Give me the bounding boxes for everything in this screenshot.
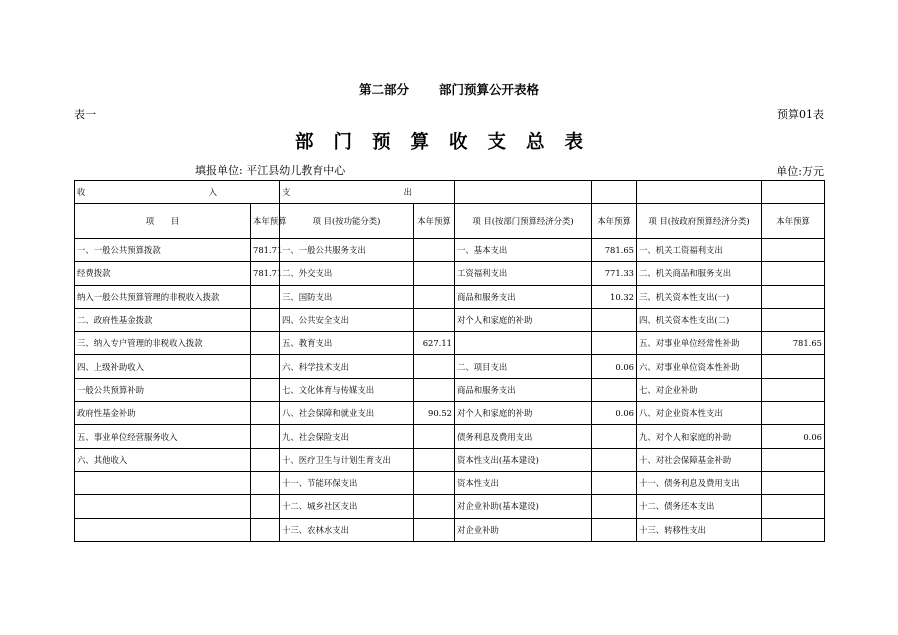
col-gov-econ: 项 目(按政府预算经济分类) (637, 204, 762, 239)
table-row: 十一、节能环保支出 资本性支出 十一、债务利息及费用支出 (75, 471, 825, 494)
expense-header: 支 出 (280, 181, 455, 204)
currency-unit: 单位:万元 (776, 165, 824, 178)
table-row: 五、事业单位经营服务收入 九、社会保险支出 债务利息及费用支出 九、对个人和家庭的补助 0.06 (75, 425, 825, 448)
table-row: 四、上级补助收入 六、科学技术支出 二、项目支出 0.06 六、对事业单位资本性补助 (75, 355, 825, 378)
table-row: 一般公共预算补助 七、文化体育与传媒支出 商品和服务支出 七、对企业补助 (75, 378, 825, 401)
col-amount-gov: 本年预算 (762, 204, 825, 239)
part-label: 第二部分 (358, 82, 409, 97)
col-amount-income: 本年预算 (251, 204, 280, 239)
table-row: 政府性基金补助 八、社会保障和就业支出 90.52 对个人和家庭的补助 0.06 八、对企业资本性支出 (75, 402, 825, 425)
col-amount-func: 本年预算 (414, 204, 455, 239)
table-row: 十三、农林水支出 对企业补助 十三、转移性支出 (75, 518, 825, 541)
filler-unit: 填报单位: 平江县幼儿教育中心 (195, 164, 346, 177)
section-label: 部门预算公开表格 (439, 82, 540, 97)
table-row: 六、其他收入 十、医疗卫生与计划生育支出 资本性支出(基本建设) 十、对社会保障基金补助 (75, 448, 825, 471)
col-amount-dept: 本年预算 (592, 204, 637, 239)
page-title: 部门预算收支总表 (294, 132, 603, 153)
table-header-row (75, 181, 825, 204)
table-row: 经费拨款 781.71 二、外交支出 工资福利支出 771.33 二、机关商品和服务支出 (75, 262, 825, 285)
table-row: 三、纳入专户管理的非税收入拨款 五、教育支出 627.11 五、对事业单位经常性补助 781.65 (75, 332, 825, 355)
col-func: 项 目(按功能分类) (280, 204, 414, 239)
table-row: 一、一般公共预算拨款 781.71 一、一般公共服务支出 一、基本支出 781.65 一、机关工资福利支出 (75, 239, 825, 262)
table-row: 纳入一般公共预算管理的非税收入拨款 三、国防支出 商品和服务支出 10.32 三、机关资本性支出(一) (75, 285, 825, 308)
budget-summary-table (74, 180, 825, 542)
section-header (0, 80, 898, 98)
table-row: 二、政府性基金拨款 四、公共安全支出 对个人和家庭的补助 四、机关资本性支出(二) (75, 308, 825, 331)
table-number-left: 表一 (74, 108, 96, 121)
col-dept-econ: 项 目(按部门预算经济分类) (455, 204, 592, 239)
table-subheader-row (75, 204, 825, 239)
table-number-right: 预算01表 (777, 108, 824, 121)
col-item: 项 目 (75, 204, 251, 239)
income-header: 收 入 (75, 181, 280, 204)
table-row: 十二、城乡社区支出 对企业补助(基本建设) 十二、债务还本支出 (75, 495, 825, 518)
